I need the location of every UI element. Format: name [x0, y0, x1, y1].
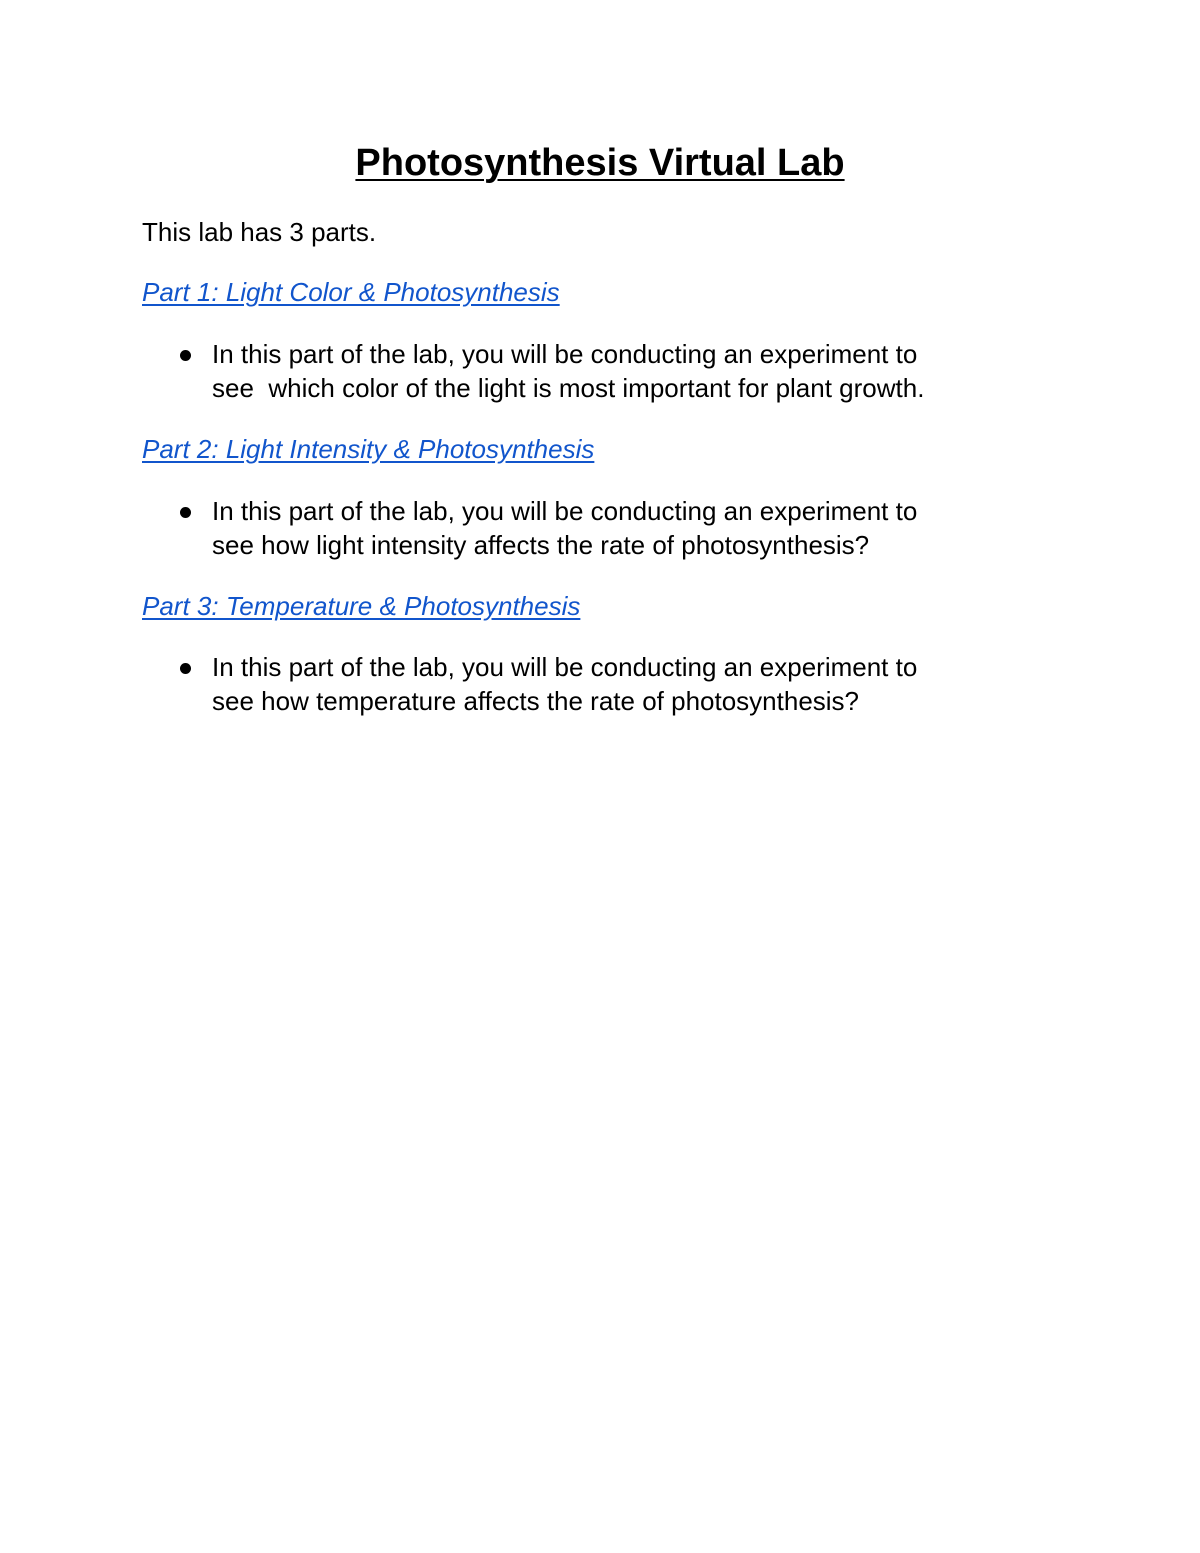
- page-title: Photosynthesis Virtual Lab: [355, 142, 845, 184]
- bullet-dot-icon: [180, 663, 191, 674]
- part-2-link[interactable]: Part 2: Light Intensity & Photosynthesis: [142, 434, 595, 464]
- intro-text: This lab has 3 parts.: [142, 217, 377, 247]
- bullet-dot-icon: [180, 350, 191, 361]
- part-1-description: [212, 337, 1042, 405]
- part-3-description-line-1: In this part of the lab, you will be conducting an experiment to: [212, 652, 918, 682]
- part-3-description: [212, 650, 1042, 718]
- part-1-description-line-2: see which color of the light is most important for plant growth.: [212, 373, 925, 403]
- part-3-description-line-2: see how temperature affects the rate of photosynthesis?: [212, 686, 860, 716]
- part-2-description-line-1: In this part of the lab, you will be conducting an experiment to: [212, 496, 918, 526]
- part-3-link[interactable]: Part 3: Temperature & Photosynthesis: [142, 591, 581, 621]
- part-1-link[interactable]: Part 1: Light Color & Photosynthesis: [142, 277, 560, 307]
- part-1-description-line-1: In this part of the lab, you will be conducting an experiment to: [212, 339, 918, 369]
- bullet-dot-icon: [180, 507, 191, 518]
- part-2-description-line-2: see how light intensity affects the rate of photosynthesis?: [212, 530, 870, 560]
- part-2-description: [212, 494, 1042, 562]
